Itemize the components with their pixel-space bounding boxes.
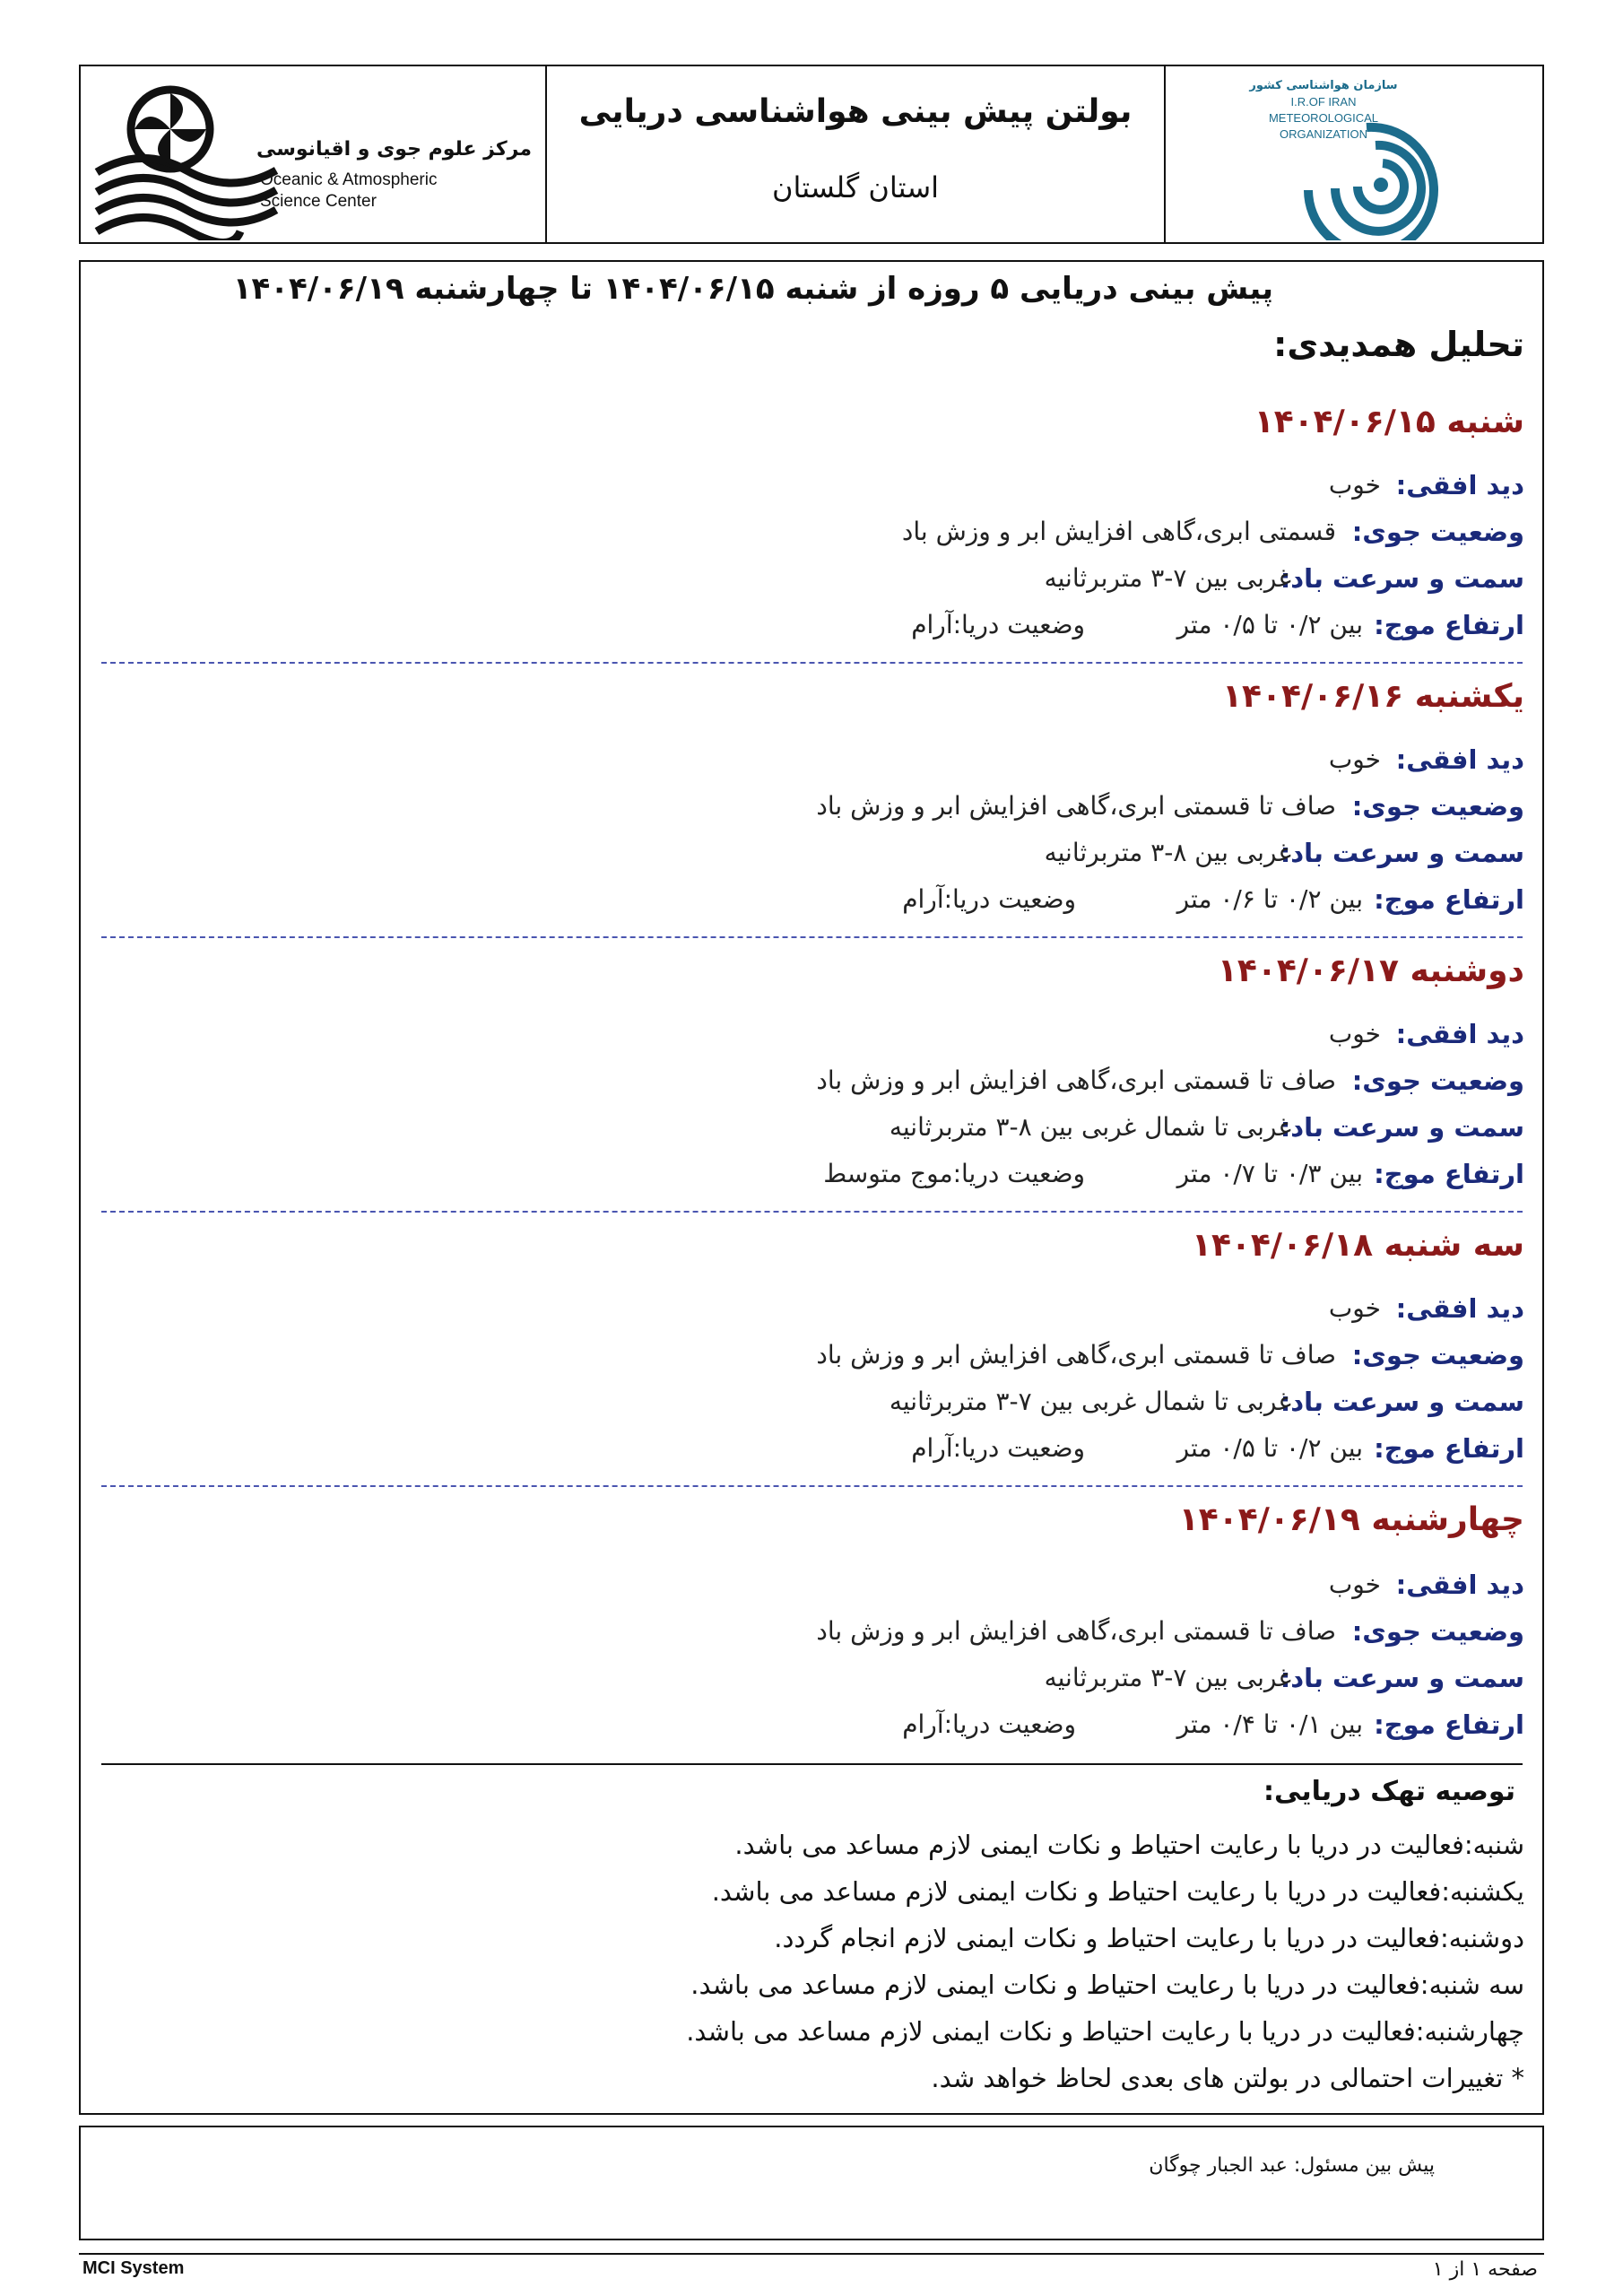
wind-label: سمت و سرعت باد: — [1280, 838, 1524, 868]
weather-value: صاف تا قسمتی ابری،گاهی افزایش ابر و وزش باد — [816, 791, 1336, 821]
wave-row — [90, 884, 1524, 920]
visibility-label: دید افقی: — [1395, 1570, 1524, 1600]
day-divider — [101, 662, 1523, 664]
day-title: شنبه ۱۴۰۴/۰۶/۱۵ — [1254, 404, 1524, 440]
wind-row — [90, 1663, 1524, 1699]
ocean-center-name-en-line1: Oceanic & Atmospheric — [260, 170, 438, 189]
visibility-label: دید افقی: — [1395, 1293, 1524, 1324]
visibility-value: خوب — [1328, 1293, 1381, 1323]
wind-label: سمت و سرعت باد: — [1280, 563, 1524, 594]
weather-label: وضعیت جوی: — [1351, 517, 1524, 547]
visibility-row — [90, 744, 1524, 780]
day-title: یکشنبه ۱۴۰۴/۰۶/۱۶ — [1222, 678, 1524, 715]
wind-row — [90, 1387, 1524, 1422]
wave-row — [90, 1159, 1524, 1195]
header-divider — [1164, 66, 1166, 242]
wave-value: بین ۰/۲ تا ۰/۶ متر — [1176, 884, 1363, 914]
province-subtitle: استان گلستان — [771, 170, 940, 204]
sea-state-value: وضعیت دریا:موج متوسط — [823, 1159, 1085, 1188]
weather-row — [90, 517, 1524, 552]
wind-label: سمت و سرعت باد: — [1280, 1663, 1524, 1693]
wind-row — [90, 838, 1524, 874]
recommendation-heading: توصیه تهک دریایی: — [1263, 1776, 1515, 1807]
day-title: چهارشنبه ۱۴۰۴/۰۶/۱۹ — [1178, 1501, 1524, 1538]
visibility-label: دید افقی: — [1395, 1019, 1524, 1049]
weather-value: قسمتی ابری،گاهی افزایش ابر و وزش باد — [901, 517, 1336, 546]
wave-label: ارتفاع موج: — [1374, 610, 1524, 640]
responsible-forecaster: پیش بین مسئول: عبد الجبار چوگان — [1149, 2154, 1435, 2177]
footer-divider — [79, 2253, 1544, 2255]
visibility-label: دید افقی: — [1395, 470, 1524, 500]
bulletin-title: بولتن پیش بینی هواشناسی دریایی — [578, 93, 1133, 130]
recommendation-item: چهارشنبه:فعالیت در دریا با رعایت احتیاط و نکات ایمنی لازم مساعد می باشد. — [686, 2016, 1524, 2047]
sea-state-value: وضعیت دریا:آرام — [902, 884, 1076, 914]
weather-label: وضعیت جوی: — [1351, 1340, 1524, 1370]
day-divider — [101, 936, 1523, 938]
wave-row — [90, 1433, 1524, 1469]
weather-value: صاف تا قسمتی ابری،گاهی افزایش ابر و وزش باد — [816, 1616, 1336, 1646]
forecast-period-heading: پیش بینی دریایی ۵ روزه از شنبه ۱۴۰۴/۰۶/۱۵ تا چهارشنبه ۱۴۰۴/۰۶/۱۹ — [232, 271, 1273, 307]
wave-value: بین ۰/۲ تا ۰/۵ متر — [1176, 610, 1363, 639]
met-org-name-fa: سازمان هواشناسی کشور — [1249, 79, 1398, 92]
visibility-label: دید افقی: — [1395, 744, 1524, 775]
recommendation-item: یکشنبه:فعالیت در دریا با رعایت احتیاط و نکات ایمنی لازم مساعد می باشد. — [711, 1876, 1524, 1907]
met-org-name-en-line3: ORGANIZATION — [1280, 127, 1367, 141]
day-divider — [101, 1485, 1523, 1487]
met-org-name-en-line1: I.R.OF IRAN — [1290, 95, 1357, 109]
wind-value: غربی تا شمال غربی بین ۸-۳ متربرثانیه — [889, 1112, 1291, 1142]
wind-label: سمت و سرعت باد: — [1280, 1387, 1524, 1417]
ocean-center-name-fa: مرکز علوم جوی و اقیانوسی — [256, 138, 532, 161]
visibility-value: خوب — [1328, 1019, 1381, 1048]
visibility-value: خوب — [1328, 470, 1381, 500]
wave-value: بین ۰/۲ تا ۰/۵ متر — [1176, 1433, 1363, 1463]
visibility-row — [90, 470, 1524, 506]
weather-row — [90, 1616, 1524, 1652]
recommendation-item: سه شنبه:فعالیت در دریا با رعایت احتیاط و نکات ایمنی لازم مساعد می باشد. — [690, 1970, 1524, 2000]
recommendation-item: دوشنبه:فعالیت در دریا با رعایت احتیاط و نکات ایمنی لازم انجام گردد. — [774, 1923, 1524, 1953]
wave-label: ارتفاع موج: — [1374, 1709, 1524, 1740]
disclaimer-note: * تغییرات احتمالی در بولتن های بعدی لحاظ خواهد شد. — [931, 2063, 1524, 2093]
wind-value: غربی تا شمال غربی بین ۷-۳ متربرثانیه — [889, 1387, 1291, 1416]
visibility-value: خوب — [1328, 1570, 1381, 1599]
wave-label: ارتفاع موج: — [1374, 1433, 1524, 1464]
weather-row — [90, 1065, 1524, 1101]
weather-label: وضعیت جوی: — [1351, 791, 1524, 822]
signature-box — [79, 2126, 1544, 2240]
weather-row — [90, 1340, 1524, 1376]
header-box — [79, 65, 1544, 244]
weather-label: وضعیت جوی: — [1351, 1065, 1524, 1096]
wind-value: غربی بین ۷-۳ متربرثانیه — [1044, 1663, 1291, 1692]
wind-value: غربی بین ۸-۳ متربرثانیه — [1044, 838, 1291, 867]
weather-value: صاف تا قسمتی ابری،گاهی افزایش ابر و وزش باد — [816, 1065, 1336, 1095]
sea-state-value: وضعیت دریا:آرام — [911, 1433, 1085, 1463]
page-number: صفحه ۱ از ۱ — [1432, 2258, 1538, 2281]
wave-value: بین ۰/۳ تا ۰/۷ متر — [1176, 1159, 1363, 1188]
wave-value: بین ۰/۱ تا ۰/۴ متر — [1176, 1709, 1363, 1739]
recommendation-item: شنبه:فعالیت در دریا با رعایت احتیاط و نکات ایمنی لازم مساعد می باشد. — [734, 1830, 1524, 1860]
wave-row — [90, 1709, 1524, 1745]
day-title: دوشنبه ۱۴۰۴/۰۶/۱۷ — [1217, 952, 1524, 989]
weather-label: وضعیت جوی: — [1351, 1616, 1524, 1647]
synoptic-analysis-heading: تحلیل همدیدی: — [1273, 325, 1524, 364]
sea-state-value: وضعیت دریا:آرام — [902, 1709, 1076, 1739]
visibility-row — [90, 1293, 1524, 1329]
wind-value: غربی بین ۷-۳ متربرثانیه — [1044, 563, 1291, 593]
weather-value: صاف تا قسمتی ابری،گاهی افزایش ابر و وزش باد — [816, 1340, 1336, 1370]
visibility-row — [90, 1019, 1524, 1055]
ocean-center-name-en-line2: Science Center — [260, 192, 377, 211]
wave-label: ارتفاع موج: — [1374, 1159, 1524, 1189]
day-title: سه شنبه ۱۴۰۴/۰۶/۱۸ — [1191, 1227, 1524, 1264]
sea-state-value: وضعیت دریا:آرام — [911, 610, 1085, 639]
footer-system-name: MCI System — [82, 2258, 185, 2278]
day-divider — [101, 1211, 1523, 1213]
wind-row — [90, 1112, 1524, 1148]
visibility-row — [90, 1570, 1524, 1605]
visibility-value: خوب — [1328, 744, 1381, 774]
weather-row — [90, 791, 1524, 827]
wind-label: سمت و سرعت باد: — [1280, 1112, 1524, 1143]
wind-row — [90, 563, 1524, 599]
wave-row — [90, 610, 1524, 646]
wave-label: ارتفاع موج: — [1374, 884, 1524, 915]
met-org-name-en-line2: METEOROLOGICAL — [1268, 111, 1379, 125]
recommendation-divider — [101, 1763, 1523, 1765]
